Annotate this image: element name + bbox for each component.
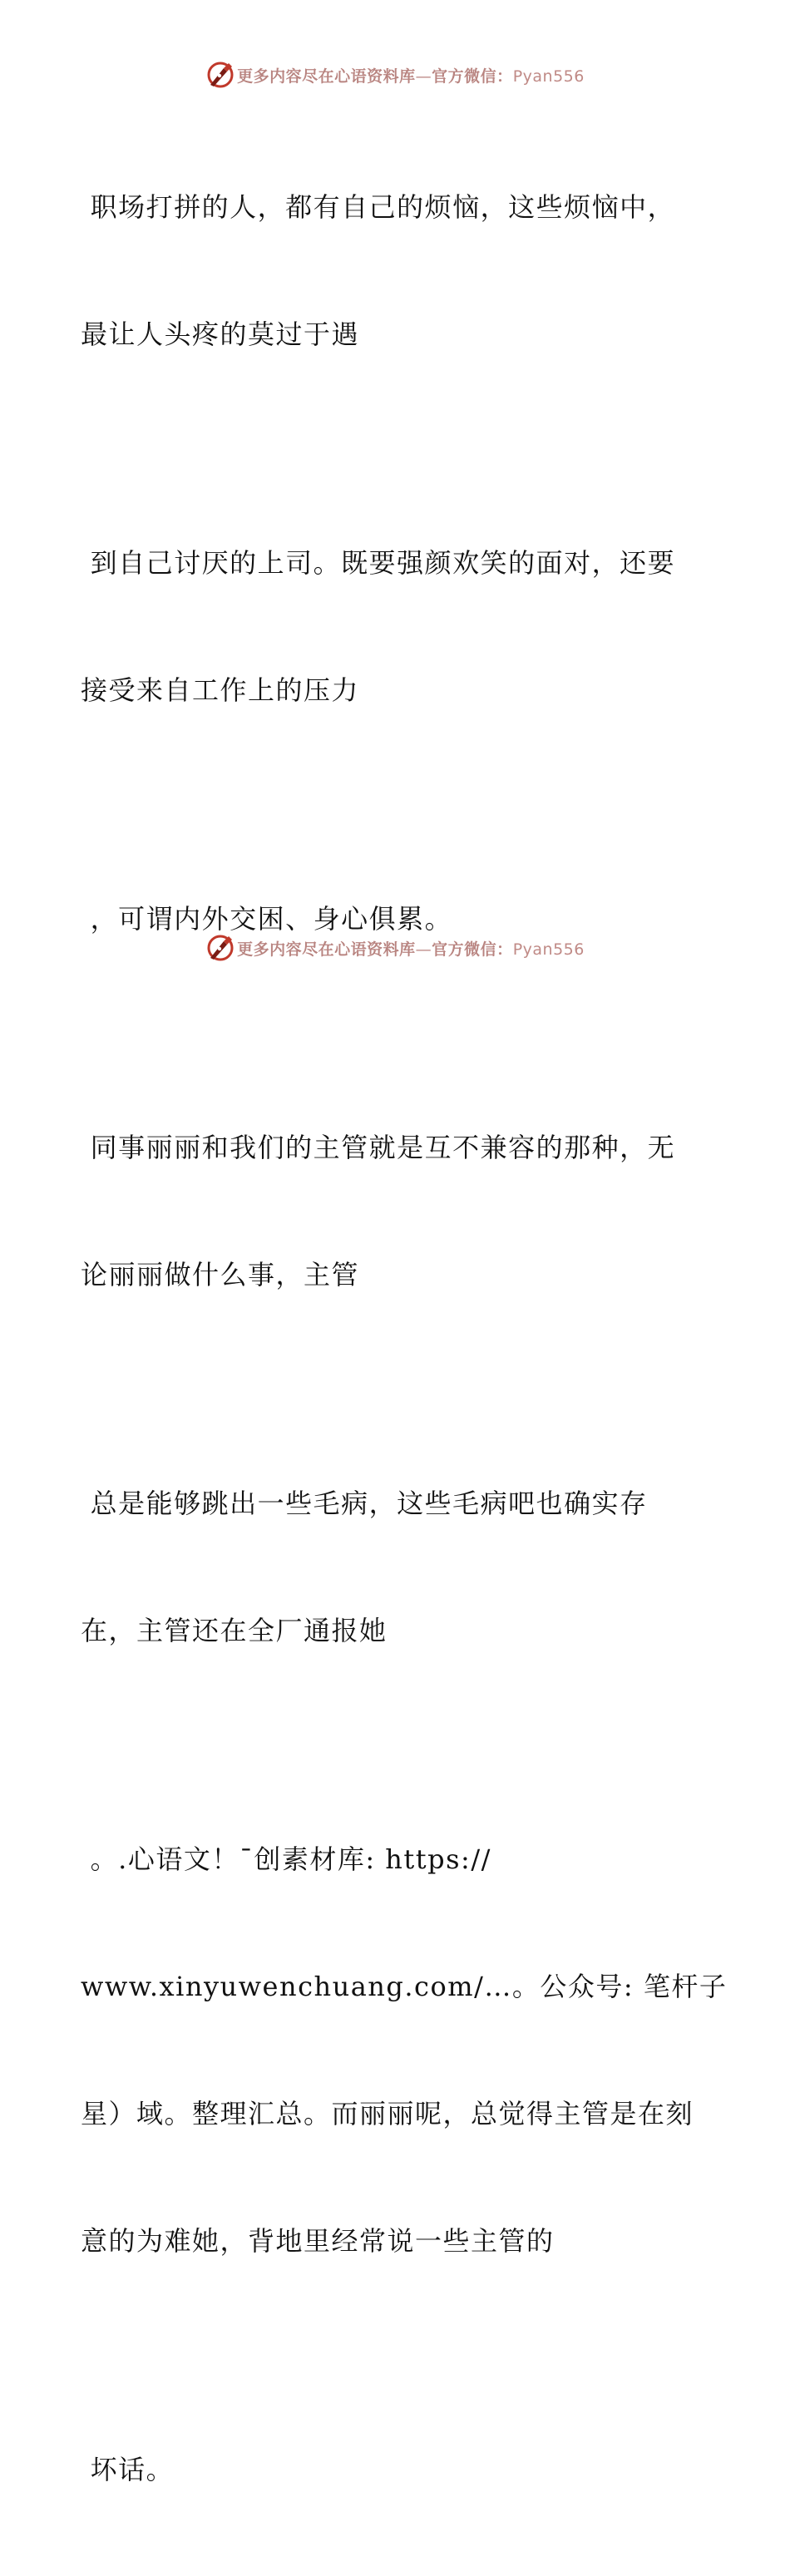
text-line: 在，主管还在全厂通报她 — [81, 1615, 388, 1646]
paragraph — [81, 1042, 713, 1381]
text-line: 。.心语文！¯创素材库: https:// — [81, 1843, 491, 1875]
header-watermark — [0, 58, 790, 91]
paragraph — [81, 1754, 728, 2347]
paragraph — [81, 2364, 713, 2576]
watermark-text: 更多内容尽在心语资料库—官方微信：Pyan556 — [237, 940, 585, 959]
text-line: 到自己讨厌的上司。既要强颜欢笑的面对，还要 — [81, 547, 676, 579]
pen-logo-icon — [205, 60, 235, 90]
text-line: 接受来自工作上的压力 — [81, 674, 360, 706]
footer-watermark — [0, 931, 790, 965]
paragraph — [81, 457, 713, 797]
text-line: 坏话。 — [81, 2454, 175, 2485]
text-line: 论丽丽做什么事，主管 — [81, 1259, 360, 1290]
watermark-text: 更多内容尽在心语资料库—官方微信：Pyan556 — [237, 67, 585, 86]
paragraph — [81, 813, 713, 1025]
text-line: www.xinyuwenchuang.com/…。公众号: 笔杆子 — [81, 1971, 728, 2002]
pen-logo-icon — [205, 933, 235, 963]
text-line: 总是能够跳出一些毛病，这些毛病吧也确实存 — [81, 1488, 648, 1519]
text-line: 同事丽丽和我们的主管就是互不兼容的那种，无 — [81, 1132, 676, 1163]
text-line: 意的为难她，背地里经常说一些主管的 — [81, 2225, 555, 2257]
paragraph — [81, 101, 713, 441]
paragraph — [81, 1398, 713, 1737]
text-line: 最让人头疼的莫过于遇 — [81, 318, 360, 350]
document-body — [81, 101, 728, 2576]
text-line: 星）域。整理汇总。而丽丽呢，总觉得主管是在刻 — [81, 2098, 694, 2129]
text-line: 职场打拼的人，都有自己的烦恼，这些烦恼中， — [81, 191, 676, 223]
text-line: ，可谓内外交困、身心俱累。 — [81, 903, 453, 935]
